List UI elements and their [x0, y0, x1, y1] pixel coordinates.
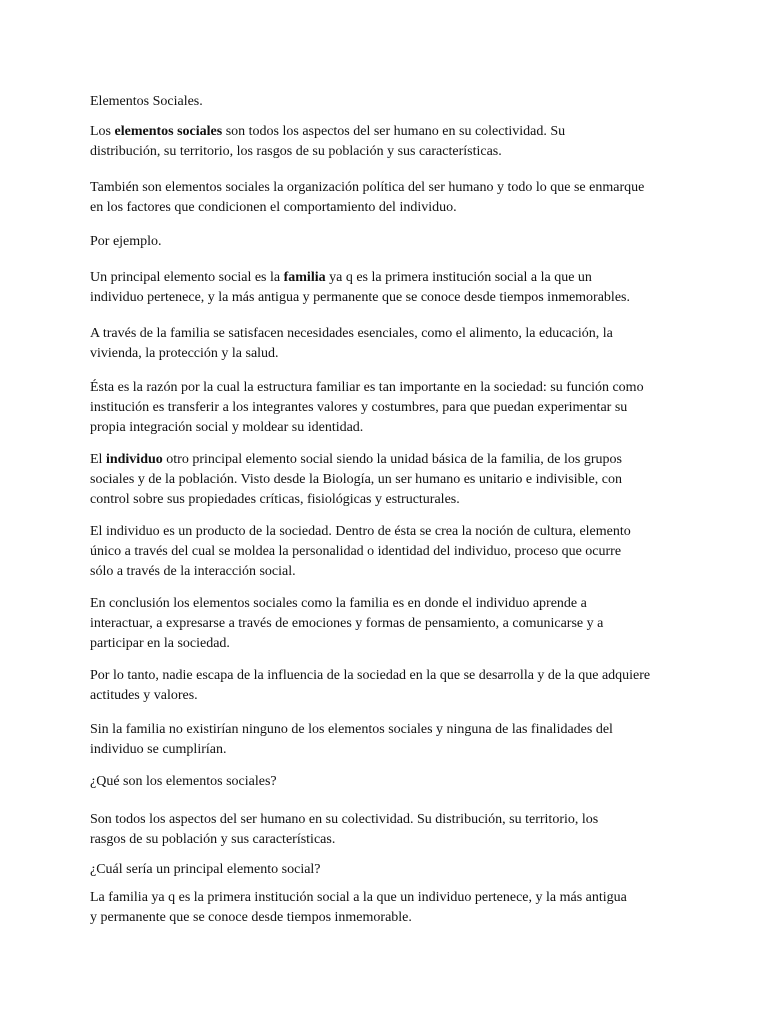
answer-2: La familia ya q es la primera institución social a la que un individuo pertenece, y la más antigua y permanente que se conoce desde tiempos inmemorable.: [90, 890, 627, 925]
paragraph-6: Ésta es la razón por la cual la estructura familiar es tan importante en la sociedad: su función como institución es transferir a los integrantes valores y costumbres, para que puedan experimentar su propia integración social y moldear su identidad.: [90, 380, 644, 435]
paragraph-5: A través de la familia se satisfacen necesidades esenciales, como el alimento, la educación, la vivienda, la protección y la salud.: [90, 326, 613, 361]
paragraph-10: Por lo tanto, nadie escapa de la influencia de la sociedad en la que se desarrolla y de la que adquiere actitudes y valores.: [90, 668, 651, 703]
question-2: ¿Cuál sería un principal elemento social?: [90, 862, 321, 877]
paragraph-2: También son elementos sociales la organización política del ser humano y todo lo que se enmarque en los factores que condicionen el comportamiento del individuo.: [90, 180, 645, 215]
question-1: ¿Qué son los elementos sociales?: [90, 774, 277, 789]
paragraph-1: Los elementos sociales son todos los aspectos del ser humano en su colectividad. Su distribución, su territorio, los rasgos de su población y sus características.: [90, 124, 566, 159]
bold-term: individuo: [105, 452, 163, 467]
paragraph-7: El individuo otro principal elemento social siendo la unidad básica de la familia, de los grupos sociales y de la población. Visto desde la Biología, un ser humano es unitario e indivisible, con control sobre sus propiedades críticas, fisiológicas y estructurales.: [90, 452, 622, 507]
bold-term: familia: [283, 270, 326, 285]
bold-term: elementos sociales: [114, 124, 223, 139]
paragraph-11: Sin la familia no existirían ninguno de los elementos sociales y ninguna de las finalidades del individuo se cumplirían.: [90, 722, 613, 757]
paragraph-9: En conclusión los elementos sociales como la familia es en donde el individuo aprende a interactuar, a expresarse a través de emociones y formas de pensamiento, a comunicarse y a participar en la sociedad.: [90, 596, 604, 651]
document-title: Elementos Sociales.: [90, 94, 203, 109]
paragraph-4: Un principal elemento social es la familia ya q es la primera institución social a la que un individuo pertenece, y la más antigua y permanente que se conoce desde tiempos inmemorables.: [90, 270, 630, 305]
answer-1: Son todos los aspectos del ser humano en su colectividad. Su distribución, su territorio, los rasgos de su población y sus características.: [90, 812, 599, 847]
paragraph-8: El individuo es un producto de la sociedad. Dentro de ésta se crea la noción de cultura, elemento único a través del cual se moldea la personalidad o identidad del individuo, proceso que ocurre sólo a través de la interacción social.: [90, 524, 631, 579]
paragraph-3: Por ejemplo.: [90, 234, 162, 249]
